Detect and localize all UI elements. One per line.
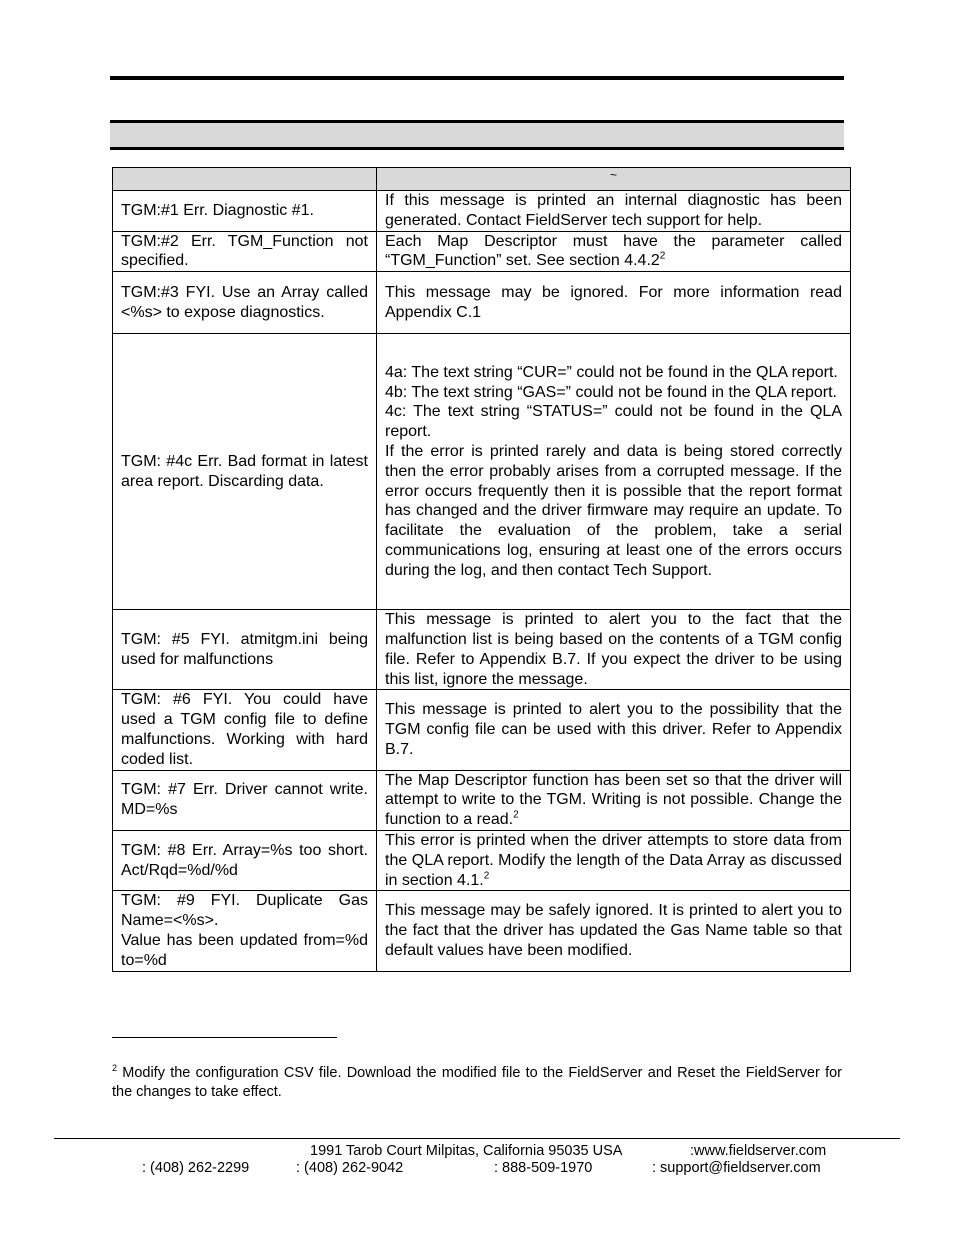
- description-text: Each Map Descriptor must have the parameter called “TGM_Function” set. See section 4.4.2: [385, 232, 842, 270]
- description-cell: [377, 891, 851, 971]
- message-cell: TGM:#3 FYI. Use an Array called <%s> to expose diagnostics.: [113, 272, 377, 334]
- header-rule: [110, 76, 844, 80]
- table-row: [113, 690, 851, 770]
- section-title-bar: [110, 120, 844, 150]
- footnote-ref: 2: [483, 870, 490, 882]
- description-text: This message is printed to alert you to the possibility that the TGM config file can be used with this driver. Refer to Appendix B.7.: [385, 701, 842, 758]
- message-cell: TGM: #6 FYI. You could have used a TGM config file to define malfunctions. Working with hard coded list.: [113, 690, 377, 770]
- description-cell: [377, 191, 851, 232]
- description-cell: [377, 690, 851, 770]
- header-col-description: ~: [377, 168, 851, 191]
- footer-rule: [54, 1138, 900, 1139]
- table-row: [113, 191, 851, 232]
- description-cell: [377, 272, 851, 334]
- footer-email: : support@fieldserver.com: [652, 1160, 821, 1176]
- footnote-ref: 2: [659, 251, 666, 263]
- footer-tollfree: : 888-509-1970: [494, 1160, 593, 1176]
- message-cell: TGM: #5 FYI. atmitgm.ini being used for malfunctions: [113, 610, 377, 690]
- description-cell: [377, 231, 851, 272]
- table-row: [113, 610, 851, 690]
- header-col-message: [113, 168, 377, 191]
- message-cell: TGM: #8 Err. Array=%s too short. Act/Rqd=%d/%d: [113, 830, 377, 890]
- footnote-ref: 2: [513, 809, 519, 821]
- message-cell: TGM:#2 Err. TGM_Function not specified.: [113, 231, 377, 272]
- description-text: If this message is printed an internal diagnostic has been generated. Contact FieldServer tech support for help.: [385, 192, 842, 229]
- description-text: The Map Descriptor function has been set so that the driver will attempt to write to the TGM. Writing is not possible. Change the function to a read.: [385, 771, 842, 829]
- message-cell: TGM: #7 Err. Driver cannot write. MD=%s: [113, 770, 377, 830]
- message-cell: TGM: #4c Err. Bad format in latest area report. Discarding data.: [113, 334, 377, 610]
- table-row: [113, 334, 851, 610]
- description-cell: [377, 770, 851, 830]
- footer-address: 1991 Tarob Court Milpitas, California 95035 USA: [310, 1143, 623, 1159]
- footer-fax: : (408) 262-9042: [296, 1160, 404, 1176]
- table-row: [113, 231, 851, 272]
- message-cell: TGM: #9 FYI. Duplicate Gas Name=<%s>. Value has been updated from=%d to=%d: [113, 891, 377, 971]
- footnote: [112, 1064, 842, 1102]
- footnote-marker: 2: [112, 1063, 118, 1074]
- table-row: [113, 272, 851, 334]
- description-text: This message may be ignored. For more information read Appendix C.1: [385, 283, 842, 321]
- description-cell: [377, 334, 851, 610]
- description-text: This error is printed when the driver attempts to store data from the QLA report. Modify the length of the Data Array as discussed in section 4.1.: [385, 831, 842, 889]
- description-cell: [377, 610, 851, 690]
- footer-web: :www.fieldserver.com: [690, 1143, 827, 1159]
- footnote-rule: [112, 1037, 337, 1038]
- footer-phone: : (408) 262-2299: [142, 1160, 250, 1176]
- message-cell: TGM:#1 Err. Diagnostic #1.: [113, 191, 377, 232]
- table-row: [113, 830, 851, 890]
- description-text: This message may be safely ignored. It is printed to alert you to the fact that the driver has updated the Gas Name table so that default values have been modified.: [385, 902, 842, 959]
- footnote-text: Modify the configuration CSV file. Download the modified file to the FieldServer and Reset the FieldServer for the changes to take effect.: [112, 1065, 842, 1100]
- description-text: This message is printed to alert you to the fact that the malfunction list is being based on the contents of a TGM config file. Refer to Appendix B.7. If you expect the driver to be using this list, ignore the message.: [385, 611, 842, 688]
- error-message-table: [112, 167, 851, 972]
- description-cell: [377, 830, 851, 890]
- table-row: [113, 770, 851, 830]
- description-text: 4a: The text string “CUR=” could not be found in the QLA report. 4b: The text string “GAS=” could not be found in the QLA report. 4c: The text string “STATUS=” could not be found in the QLA report. If the error is printed rarely and data is being stored correctly then the error probably arises from a corrupted message. If the error occurs frequently then it is possible that the report format has changed and the driver firmware may require an update. To facilitate the evaluation of the problem, take a serial communications log, ensuring at least one of the errors occurs during the log, and then contact Tech Support.: [385, 363, 842, 579]
- table-row: [113, 891, 851, 971]
- table-header-row: [113, 168, 851, 191]
